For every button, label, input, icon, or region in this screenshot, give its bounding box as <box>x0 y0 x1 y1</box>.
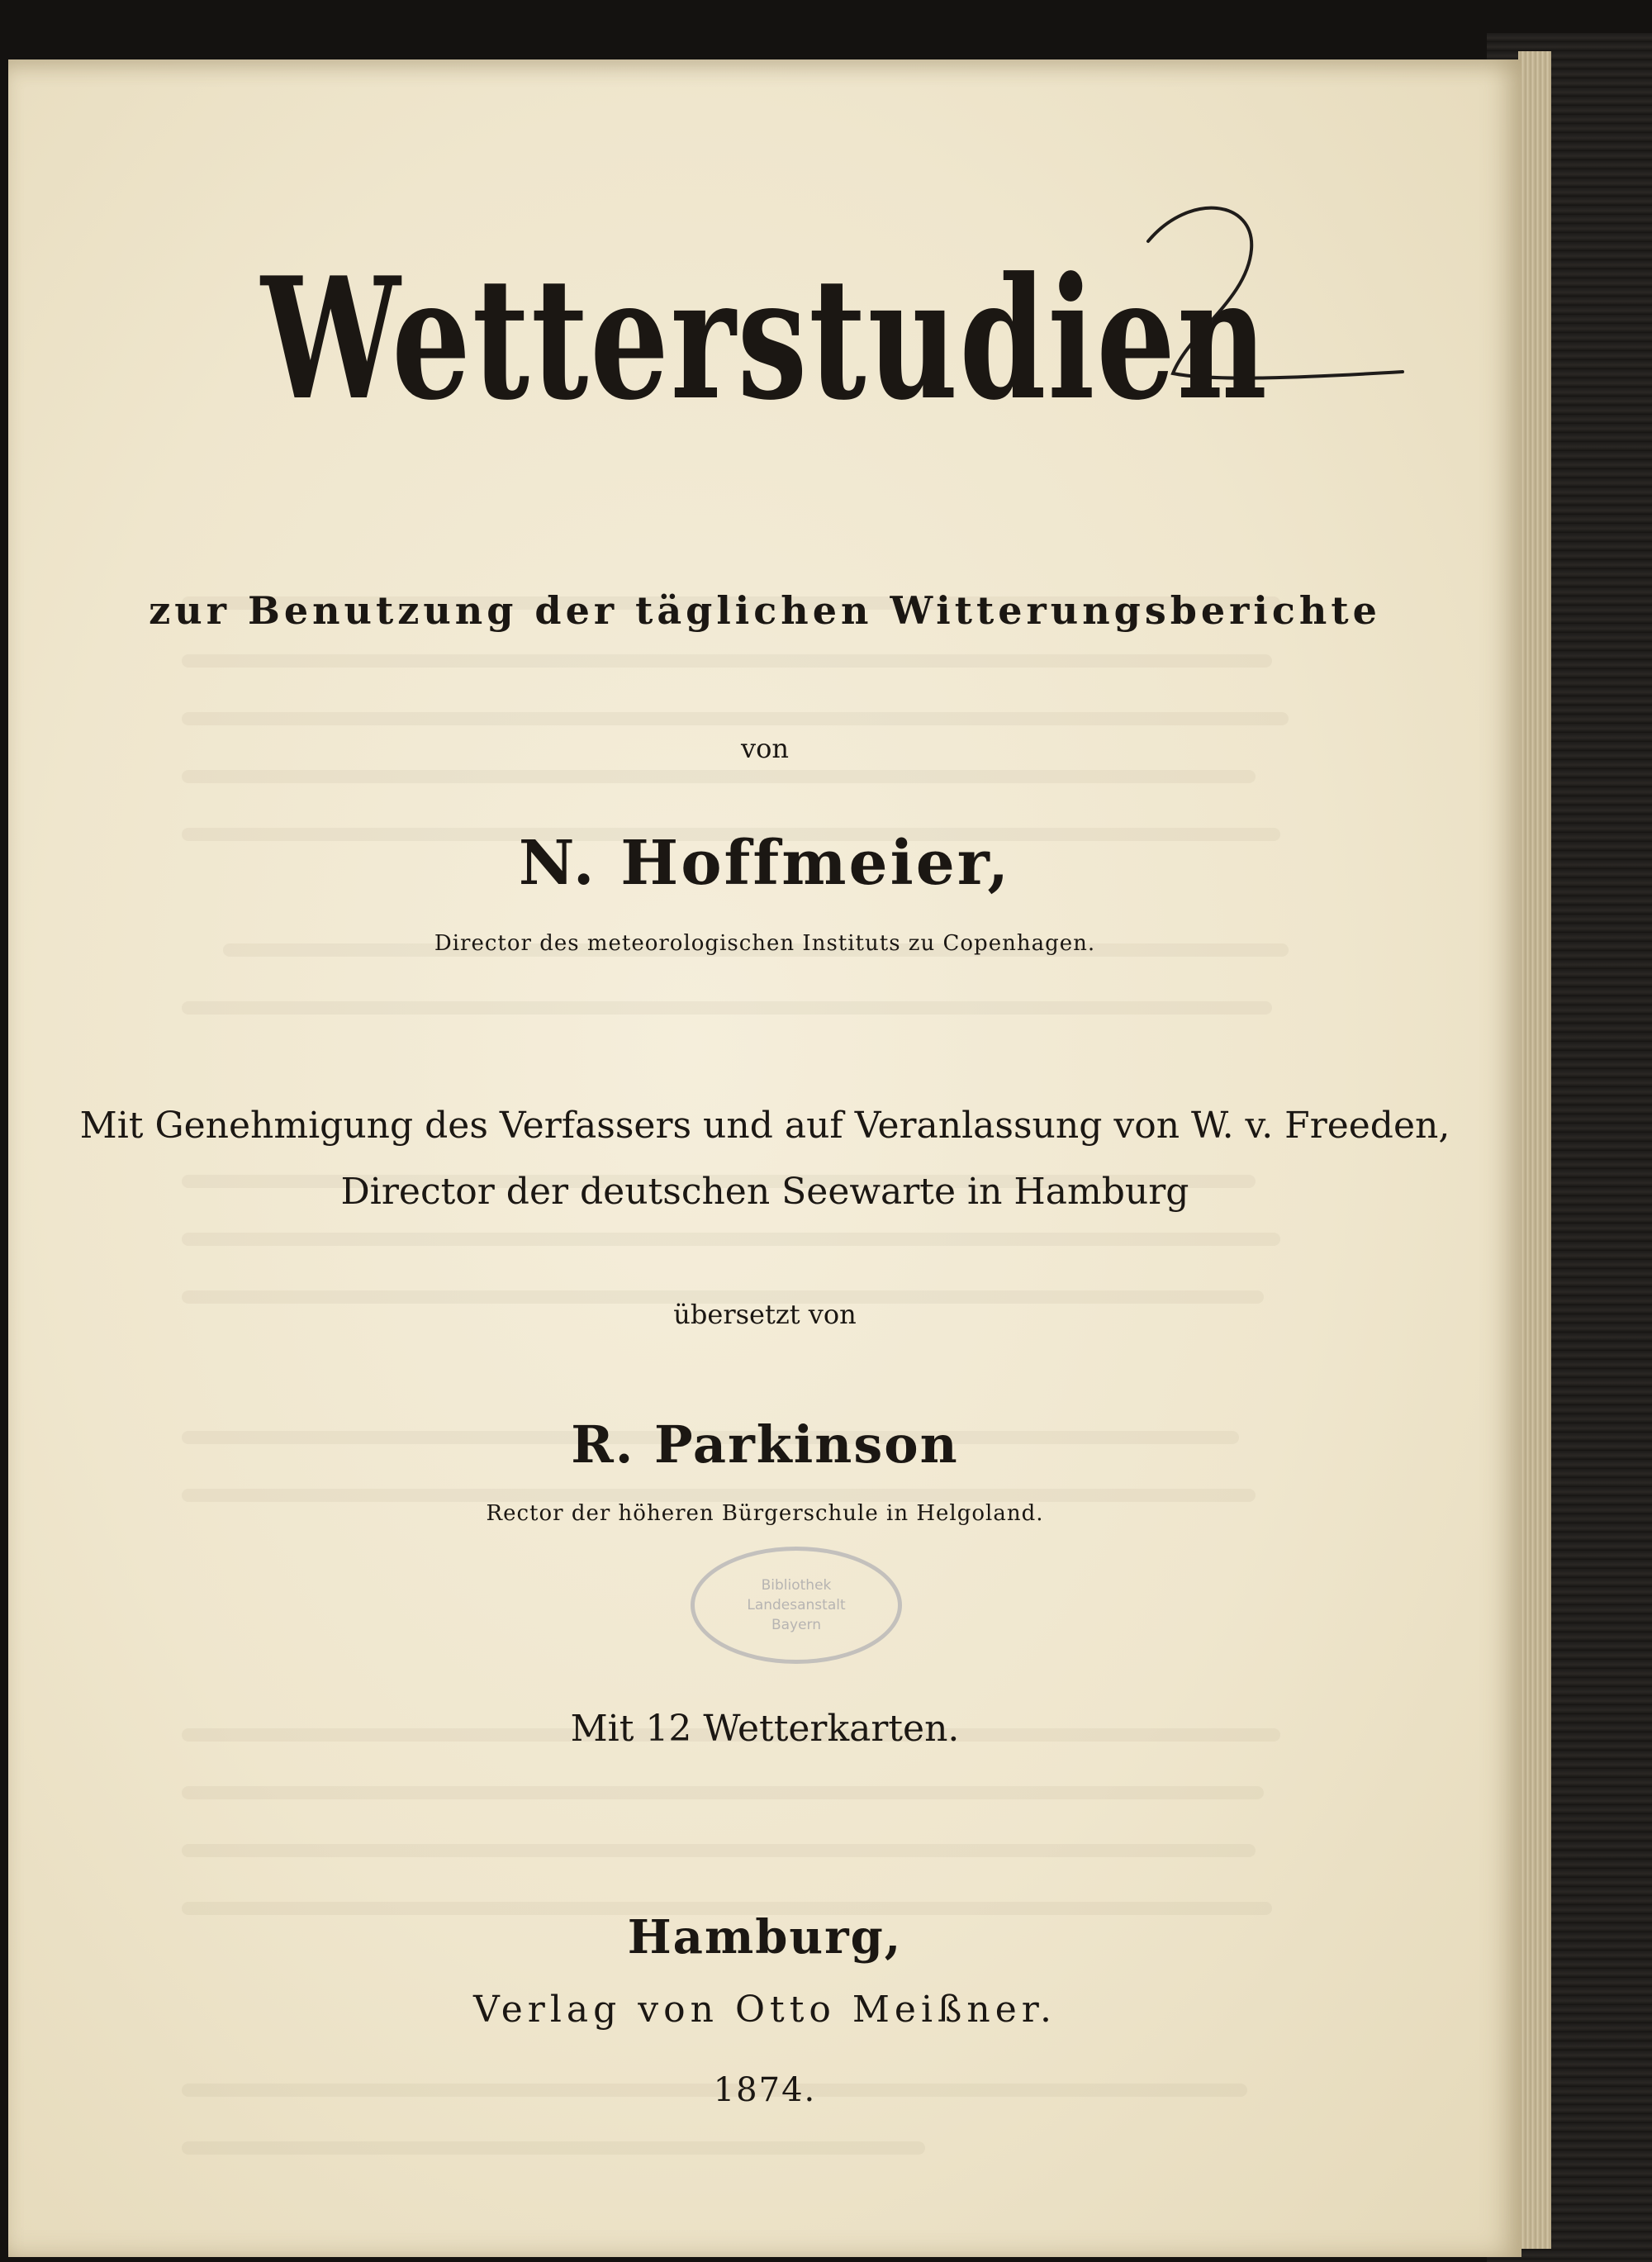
stamp-line: Landesanstalt <box>747 1597 846 1613</box>
translator-role: Rector der höheren Bürgerschule in Helgoland. <box>486 1501 1044 1526</box>
imprint-year: 1874. <box>713 2071 817 2109</box>
translated-by: übersetzt von <box>673 1299 857 1330</box>
stamp-line: Bayern <box>771 1617 822 1633</box>
page-edges <box>1518 51 1551 2249</box>
author-name: N. Hoffmeier, <box>518 828 1012 899</box>
imprint-publisher: Verlag von Otto Meißner. <box>473 1989 1056 2031</box>
book-title: Wetterstudien <box>261 241 1269 438</box>
author-role: Director des meteorologischen Instituts zu Copenhagen. <box>434 931 1096 956</box>
subtitle: zur Benutzung der täglichen Witterungsberichte <box>149 588 1381 633</box>
maps-note: Mit 12 Wetterkarten. <box>570 1708 960 1750</box>
imprint-city: Hamburg, <box>627 1910 903 1965</box>
permission-line-2: Director der deutschen Seewarte in Hamburg <box>340 1171 1189 1213</box>
library-stamp <box>691 1547 902 1664</box>
title-page <box>8 59 1521 2257</box>
permission-line-1: Mit Genehmigung des Verfassers und auf Veranlassung von W. v. Freeden, <box>79 1105 1450 1147</box>
stamp-line: Bibliothek <box>761 1577 832 1594</box>
by-word: von <box>741 733 789 764</box>
translator-name: R. Parkinson <box>571 1414 959 1475</box>
